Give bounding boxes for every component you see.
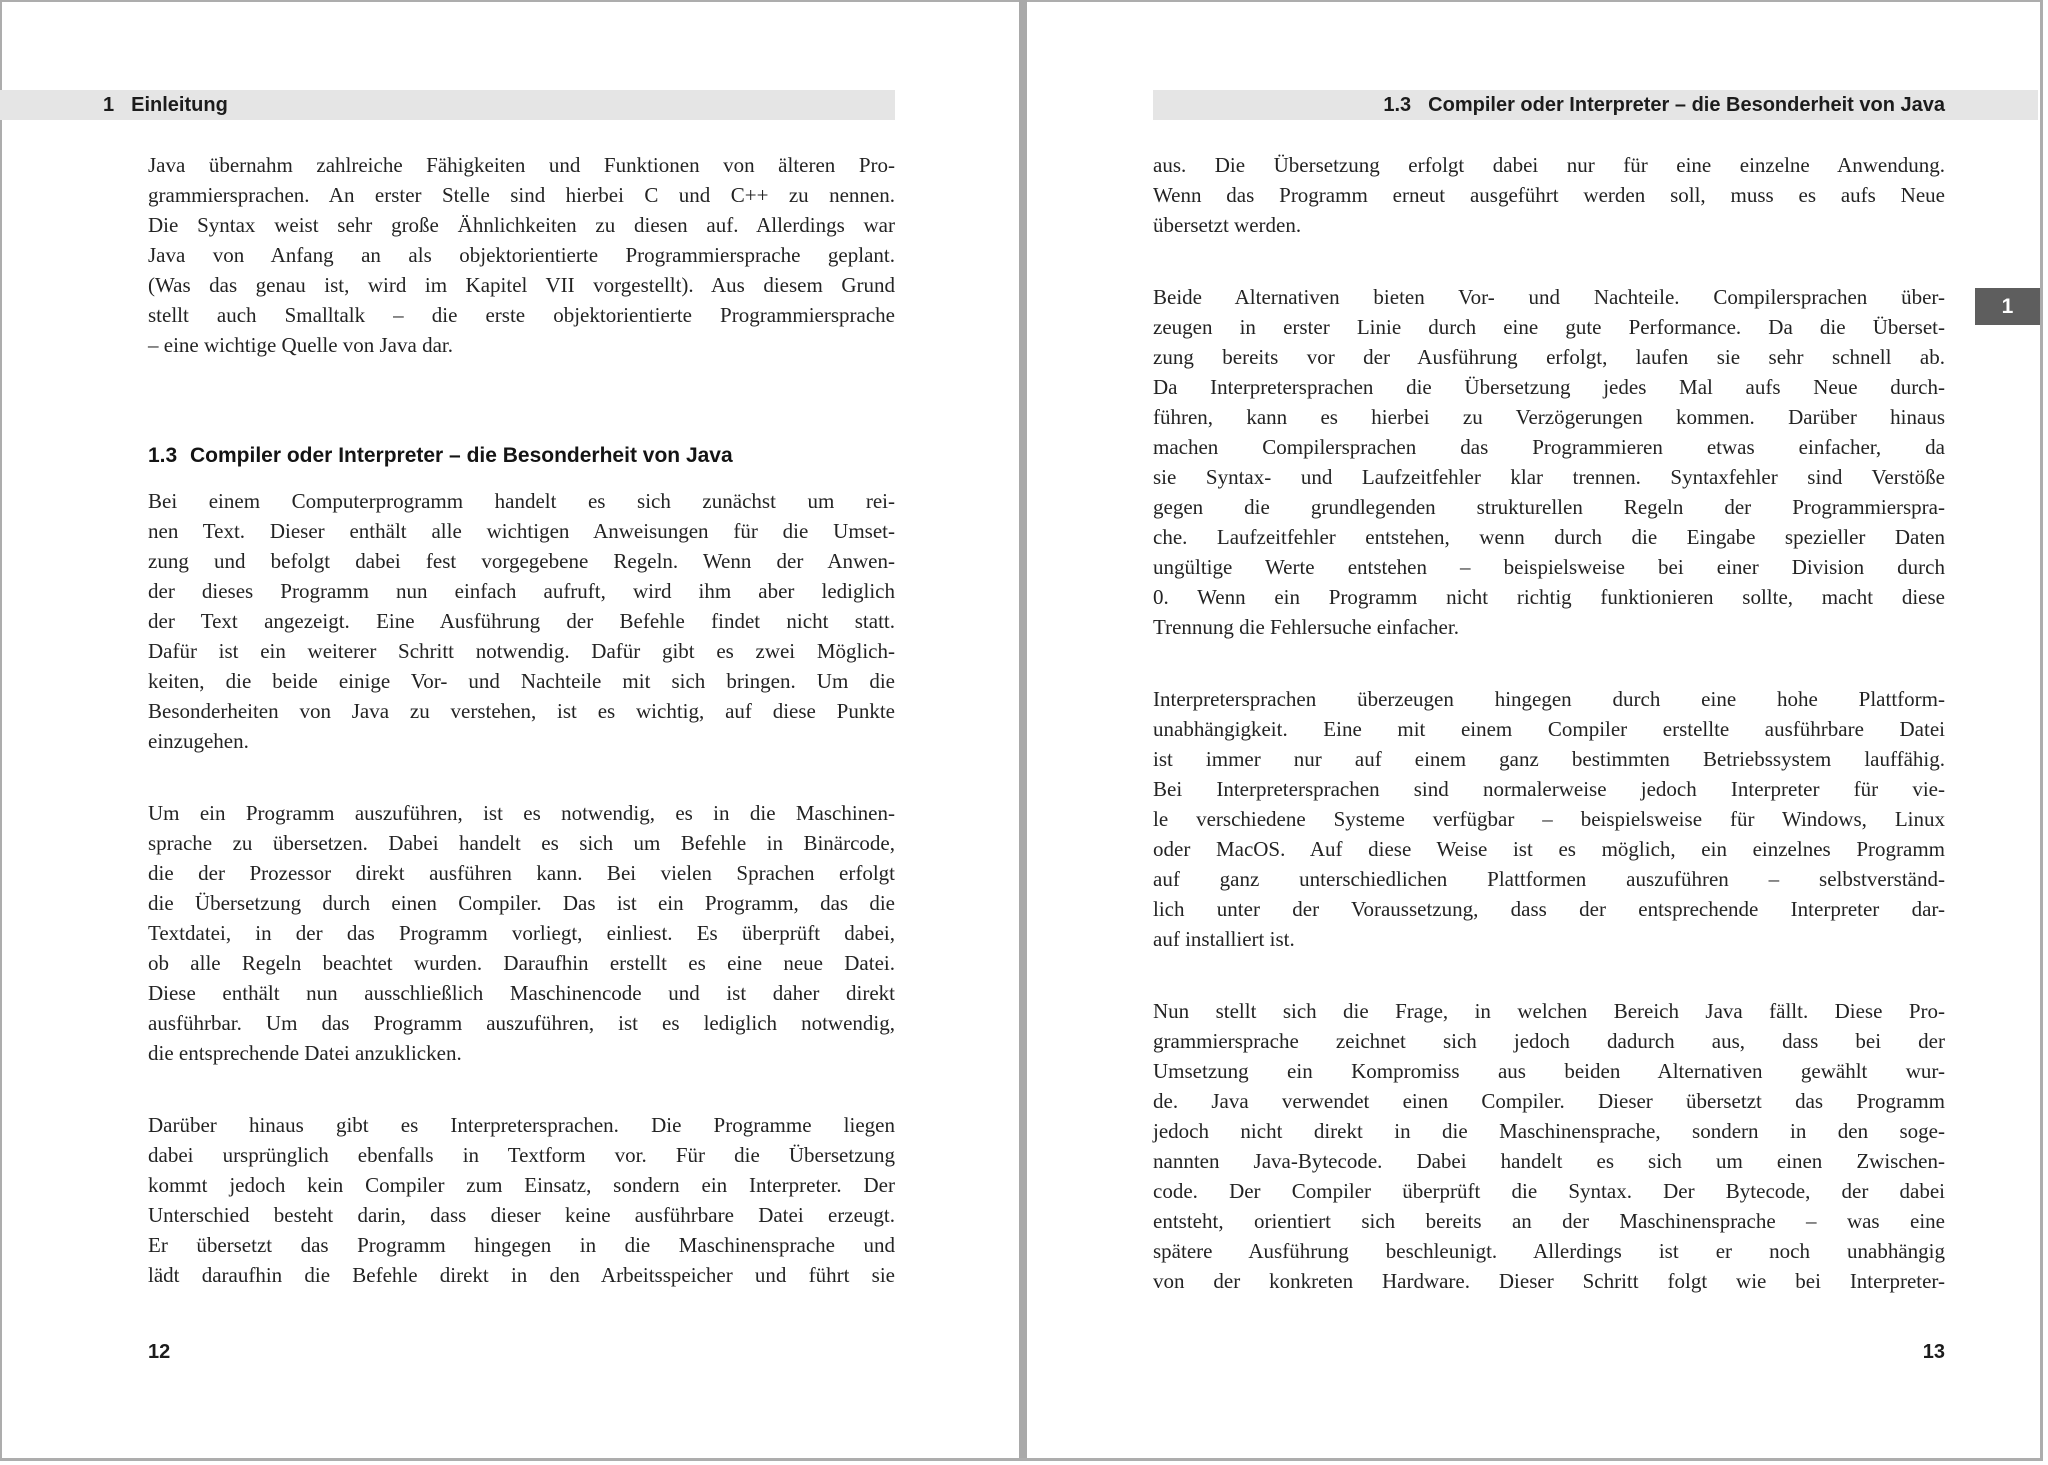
paragraph-line: Umsetzung ein Kompromiss aus beiden Alternativen gewählt wur- [1153,1059,1945,1083]
paragraph-line: der Text angezeigt. Eine Ausführung der Befehle findet nicht statt. [148,609,895,633]
paragraph-line: Nun stellt sich die Frage, in welchen Bereich Java fällt. Diese Pro- [1153,999,1945,1023]
paragraph-line: ob alle Regeln beachtet wurden. Daraufhin erstellt es eine neue Datei. [148,951,895,975]
paragraph-line: Trennung die Fehlersuche einfacher. [1153,615,1459,639]
paragraph [148,150,895,360]
paragraph-line: Java übernahm zahlreiche Fähigkeiten und Funktionen von älteren Pro- [148,153,895,177]
paragraph-line: lich unter der Voraussetzung, dass der entsprechende Interpreter dar- [1153,897,1945,921]
paragraph-line: nen Text. Dieser enthält alle wichtigen Anweisungen für die Umset- [148,519,895,543]
paragraph-line: (Was das genau ist, wird im Kapitel VII vorgestellt). Aus diesem Grund [148,273,895,297]
paragraph [1153,282,1945,642]
paragraph-line: Die Syntax weist sehr große Ähnlichkeiten zu diesen auf. Allerdings war [148,213,895,237]
paragraph-line: Diese enthält nun ausschließlich Maschinencode und ist daher direkt [148,981,895,1005]
paragraph-line: ausführbar. Um das Programm auszuführen, ist es lediglich notwendig, [148,1011,895,1035]
running-header-chapter-number: 1 [103,93,115,116]
paragraph-line: führen, kann es hierbei zu Verzögerungen kommen. Darüber hinaus [1153,405,1945,429]
paragraph-line: von der konkreten Hardware. Dieser Schritt folgt wie bei Interpreter- [1153,1269,1945,1293]
text-column-left [148,150,895,1332]
scan-border-right [2040,0,2043,1461]
page-right [1027,0,2040,1465]
paragraph-line: Um ein Programm auszuführen, ist es notwendig, es in die Maschinen- [148,801,895,825]
paragraph-line: Da Interpretersprachen die Übersetzung jedes Mal aufs Neue durch- [1153,375,1945,399]
page-number-left: 12 [148,1341,171,1363]
paragraph-line: grammiersprachen. An erster Stelle sind hierbei C und C++ zu nennen. [148,183,895,207]
running-header-right [1153,90,2038,120]
paragraph-line: keiten, die beide einige Vor- und Nachteile mit sich bringen. Um die [148,669,895,693]
paragraph-line: spätere Ausführung beschleunigt. Allerdings ist er noch unabhängig [1153,1239,1945,1263]
paragraph-line: zung und befolgt dabei fest vorgegebene Regeln. Wenn der Anwen- [148,549,895,573]
running-header-left [0,90,895,120]
paragraph-line: machen Compilersprachen das Programmieren etwas einfacher, da [1153,435,1945,459]
paragraph-line: die Übersetzung durch einen Compiler. Das ist ein Programm, das die [148,891,895,915]
page-gutter [1019,0,1027,1458]
paragraph [1153,996,1945,1296]
section-heading [148,440,895,472]
paragraph [148,798,895,1068]
paragraph-line: Interpretersprachen überzeugen hingegen durch eine hohe Plattform- [1153,687,1945,711]
running-header-section-number: 1.3 [1383,93,1412,116]
paragraph-line: sprache zu übersetzen. Dabei handelt es sich um Befehle in Binärcode, [148,831,895,855]
paragraph-line: oder MacOS. Auf diese Weise ist es möglich, ein einzelnes Programm [1153,837,1945,861]
paragraph-line: Textdatei, in der das Programm vorliegt, einliest. Es überprüft dabei, [148,921,895,945]
paragraph [148,1110,895,1290]
paragraph-line: Beide Alternativen bieten Vor- und Nachteile. Compilersprachen über- [1153,285,1945,309]
paragraph-line: Er übersetzt das Programm hingegen in die Maschinensprache und [148,1233,895,1257]
paragraph-line: stellt auch Smalltalk – die erste objektorientierte Programmiersprache [148,303,895,327]
paragraph-line: Darüber hinaus gibt es Interpretersprachen. Die Programme liegen [148,1113,895,1137]
paragraph [148,486,895,756]
paragraph-line: le verschiedene Systeme verfügbar – beispielsweise für Windows, Linux [1153,807,1945,831]
paragraph-line: Wenn das Programm erneut ausgeführt werden soll, muss es aufs Neue [1153,183,1945,207]
paragraph-line: aus. Die Übersetzung erfolgt dabei nur für eine einzelne Anwendung. [1153,153,1945,177]
paragraph-line: ist immer nur auf einem ganz bestimmten Betriebssystem lauffähig. [1153,747,1945,771]
page-left [0,0,1019,1465]
paragraph-line: Bei Interpretersprachen sind normalerweise jedoch Interpreter für vie- [1153,777,1945,801]
paragraph [1153,150,1945,240]
paragraph-line: die der Prozessor direkt ausführen kann. Bei vielen Sprachen erfolgt [148,861,895,885]
text-column-right [1153,150,1945,1338]
paragraph-line: che. Laufzeitfehler entstehen, wenn durch die Eingabe spezieller Daten [1153,525,1945,549]
paragraph-line: – eine wichtige Quelle von Java dar. [148,333,453,357]
paragraph-line: Bei einem Computerprogramm handelt es sich zunächst um rei- [148,489,895,513]
paragraph-line: sie Syntax- und Laufzeitfehler klar trennen. Syntaxfehler sind Verstöße [1153,465,1945,489]
running-header-section-title: Compiler oder Interpreter – die Besonderheit von Java [1428,93,1945,116]
paragraph-line: Unterschied besteht darin, dass dieser keine ausführbare Datei erzeugt. [148,1203,895,1227]
paragraph-line: jedoch nicht direkt in die Maschinensprache, sondern in den soge- [1153,1119,1945,1143]
chapter-thumb-tab: 1 [1975,288,2040,325]
paragraph-line: auf ganz unterschiedlichen Plattformen auszuführen – selbstverständ- [1153,867,1945,891]
section-heading-number: 1.3 [148,444,178,467]
page-number-right: 13 [1922,1341,1945,1363]
paragraph-line: der dieses Programm nun einfach aufruft, wird ihm aber lediglich [148,579,895,603]
paragraph [1153,684,1945,954]
paragraph-line: auf installiert ist. [1153,927,1295,951]
paragraph-line: Dafür ist ein weiterer Schritt notwendig. Dafür gibt es zwei Möglich- [148,639,895,663]
paragraph-line: gegen die grundlegenden strukturellen Regeln der Programmierspra- [1153,495,1945,519]
running-header-chapter-title: Einleitung [131,93,228,116]
paragraph-line: code. Der Compiler überprüft die Syntax. Der Bytecode, der dabei [1153,1179,1945,1203]
paragraph-line: Java von Anfang an als objektorientierte Programmiersprache geplant. [148,243,895,267]
paragraph-line: unabhängigkeit. Eine mit einem Compiler erstellte ausführbare Datei [1153,717,1945,741]
paragraph-line: übersetzt werden. [1153,213,1302,237]
paragraph-line: grammiersprache zeichnet sich jedoch dadurch aus, dass bei der [1153,1029,1945,1053]
paragraph-line: einzugehen. [148,729,249,753]
paragraph-line: 0. Wenn ein Programm nicht richtig funktionieren sollte, macht diese [1153,585,1945,609]
paragraph-line: nannten Java-Bytecode. Dabei handelt es sich um einen Zwischen- [1153,1149,1945,1173]
paragraph-line: ungültige Werte entstehen – beispielsweise bei einer Division durch [1153,555,1945,579]
paragraph-line: zung bereits vor der Ausführung erfolgt, laufen sie sehr schnell ab. [1153,345,1945,369]
paragraph-line: entsteht, orientiert sich bereits an der Maschinensprache – was eine [1153,1209,1945,1233]
paragraph-line: die entsprechende Datei anzuklicken. [148,1041,462,1065]
section-heading-title: Compiler oder Interpreter – die Besonderheit von Java [190,444,733,467]
paragraph-line: Besonderheiten von Java zu verstehen, ist es wichtig, auf diese Punkte [148,699,895,723]
paragraph-line: lädt daraufhin die Befehle direkt in den Arbeitsspeicher und führt sie [148,1263,895,1287]
paragraph-line: dabei ursprünglich ebenfalls in Textform vor. Für die Übersetzung [148,1143,895,1167]
paragraph-line: kommt jedoch kein Compiler zum Einsatz, sondern ein Interpreter. Der [148,1173,895,1197]
paragraph-line: de. Java verwendet einen Compiler. Dieser übersetzt das Programm [1153,1089,1945,1113]
paragraph-line: zeugen in erster Linie durch eine gute Performance. Da die Überset- [1153,315,1945,339]
